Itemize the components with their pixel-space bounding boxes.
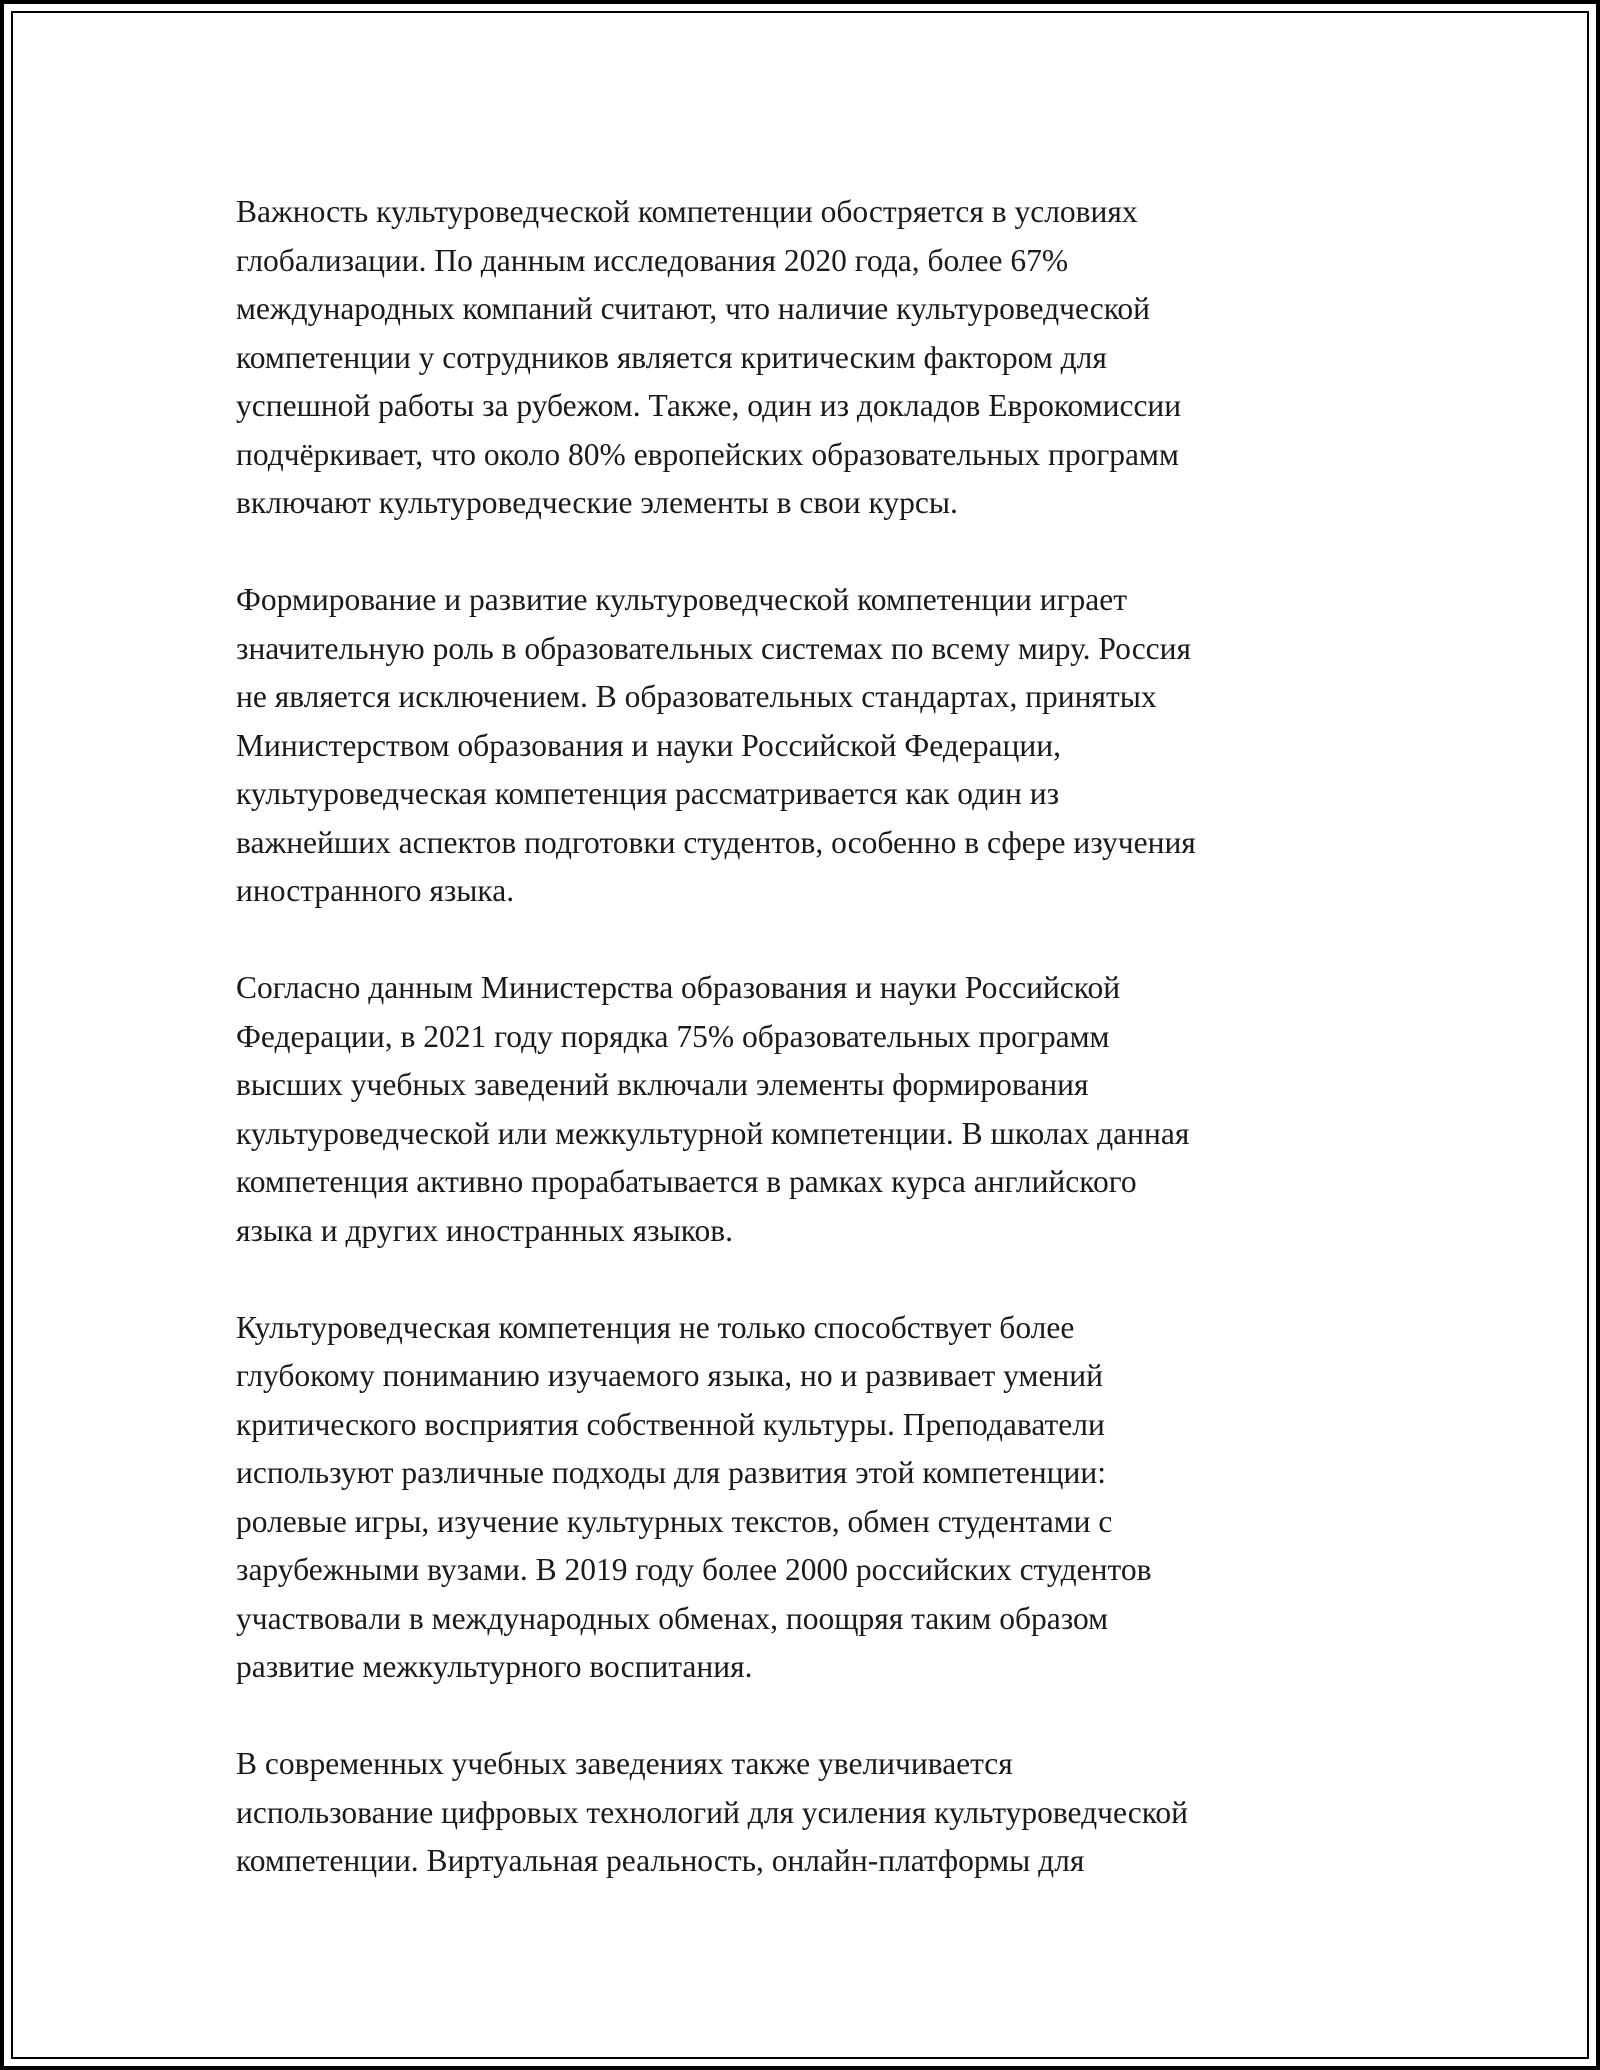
text-line: ролевые игры, изучение культурных текстов, обмен студентами с: [236, 1503, 1113, 1539]
text-line: Важность культуроведческой компетенции обостряется в условиях: [236, 194, 1138, 229]
text-line: использование цифровых технологий для усиления культуроведческой: [236, 1794, 1189, 1830]
text-line: подчёркивает, что около 80% европейских образовательных программ: [236, 436, 1179, 472]
document-body: [236, 188, 1366, 1934]
text-line: культуроведческой или межкультурной компетенции. В школах данная: [236, 1115, 1190, 1151]
text-line: участвовали в международных обменах, поощряя таким образом: [236, 1600, 1109, 1636]
text-line: Культуроведческая компетенция не только способствует более: [236, 1309, 1075, 1345]
text-line: культуроведческая компетенция рассматривается как один из: [236, 776, 1060, 811]
paragraph-teaching-approaches: [236, 1304, 1366, 1692]
text-line: компетенция активно прорабатывается в рамках курса английского: [236, 1164, 1137, 1199]
text-line: важнейших аспектов подготовки студентов, особенно в сфере изучения: [236, 824, 1196, 860]
text-line: Министерством образования и науки Российской Федерации,: [236, 727, 1061, 763]
text-line: Формирование и развитие культуроведческой компетенции играет: [236, 582, 1128, 617]
text-line: языка и других иностранных языков.: [236, 1212, 733, 1248]
text-line: значительную роль в образовательных системах по всему миру. Россия: [236, 630, 1191, 666]
paragraph-globalization: [236, 188, 1366, 528]
text-line: зарубежными вузами. В 2019 году более 2000 российских студентов: [236, 1552, 1152, 1587]
paragraph-digital-technologies: [236, 1740, 1366, 1886]
text-line: международных компаний считают, что наличие культуроведческой: [236, 291, 1151, 326]
text-line: компетенции у сотрудников является критическим фактором для: [236, 339, 1107, 375]
text-line: иностранного языка.: [236, 873, 515, 908]
text-line: Федерации, в 2021 году порядка 75% образовательных программ: [236, 1018, 1110, 1054]
text-line: высших учебных заведений включали элементы формирования: [236, 1067, 1089, 1102]
text-line: используют различные подходы для развития этой компетенции:: [236, 1455, 1106, 1490]
text-line: глобализации. По данным исследования 2020 года, более 67%: [236, 242, 1069, 278]
text-line: успешной работы за рубежом. Также, один из докладов Еврокомиссии: [236, 388, 1182, 423]
text-line: критического восприятия собственной культуры. Преподаватели: [236, 1406, 1105, 1442]
text-line: развитие межкультурного воспитания.: [236, 1649, 753, 1684]
text-line: глубокому пониманию изучаемого языка, но и развивает умений: [236, 1358, 1104, 1393]
paragraph-education-systems: [236, 576, 1366, 916]
text-line: В современных учебных заведениях также увеличивается: [236, 1746, 1013, 1781]
paragraph-ministry-data: [236, 964, 1366, 1255]
text-line: включают культуроведческие элементы в свои курсы.: [236, 485, 958, 520]
text-line: не является исключением. В образовательных стандартах, принятых: [236, 679, 1157, 714]
text-line: Согласно данным Министерства образования и науки Российской: [236, 970, 1121, 1005]
text-line: компетенции. Виртуальная реальность, онлайн-платформы для: [236, 1843, 1085, 1878]
